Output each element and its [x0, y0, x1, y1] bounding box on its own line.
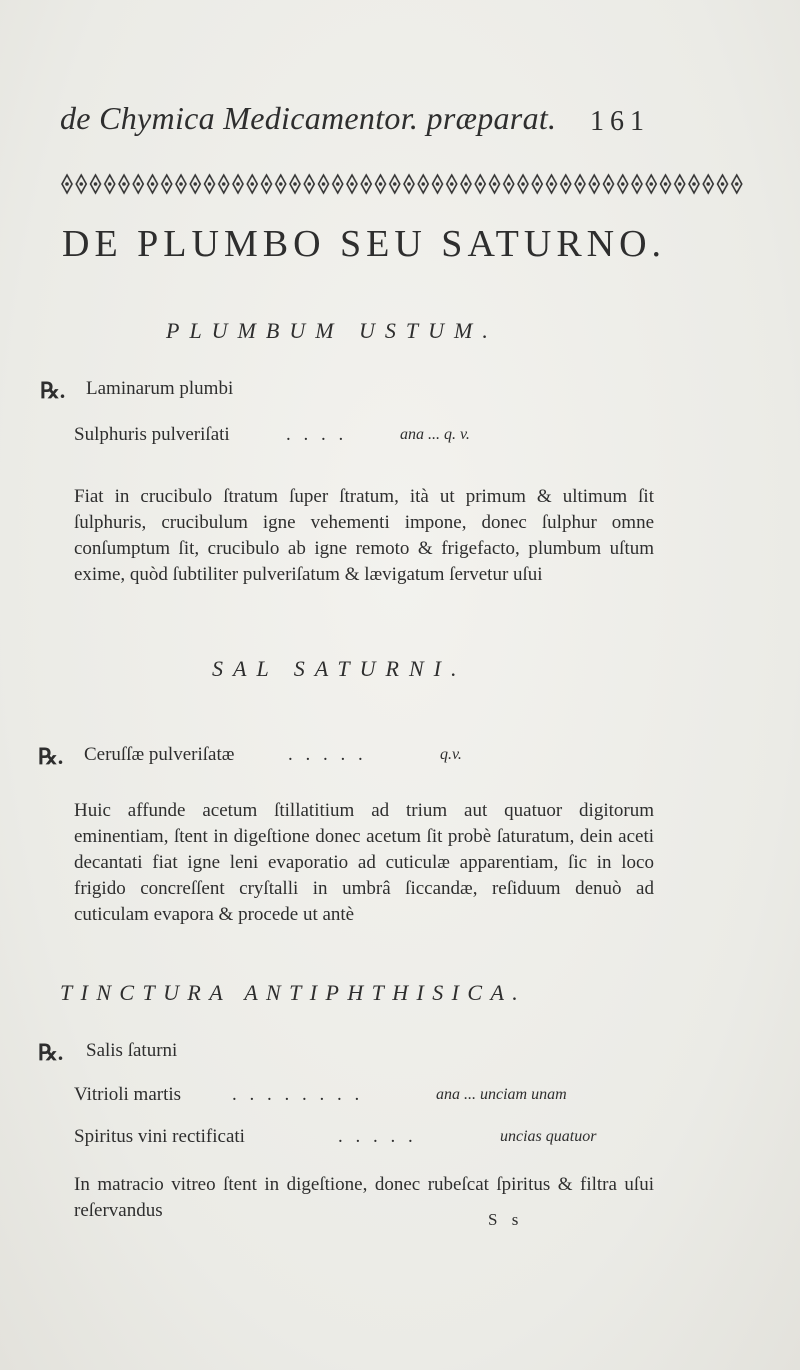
- ingredient-name: Laminarum plumbi: [86, 378, 234, 399]
- recipe-title: PLUMBUM USTUM.: [166, 318, 498, 343]
- ingredient-name: Vitrioli martis: [74, 1084, 182, 1105]
- dot-leader: . . . . .: [338, 1126, 417, 1147]
- ingredient-name: Ceruſſæ pulveriſatæ: [84, 744, 235, 765]
- recipe-symbol: ℞.: [38, 1040, 64, 1065]
- catchword: S s: [488, 1210, 524, 1229]
- recipe-title: SAL SATURNI.: [212, 656, 467, 681]
- ingredient-name: Salis ſaturni: [86, 1040, 178, 1061]
- dot-leader: . . . .: [286, 424, 348, 445]
- ingredient-name: Spiritus vini rectificati: [74, 1126, 245, 1147]
- recipe-symbol: ℞.: [38, 744, 64, 769]
- page-number: 161: [590, 106, 650, 137]
- ornament-rule: [60, 172, 744, 196]
- running-head-title: de Chymica Medicamentor. præparat.: [60, 100, 557, 136]
- ingredient-amount: uncias quatuor: [500, 1128, 597, 1145]
- recipe-text: In matracio vitreo ſtent in digeſtione, donec rubeſcat ſpiritus & filtra uſui reſervandus: [74, 1174, 654, 1221]
- recipe-title: TINCTURA ANTIPHTHISICA.: [60, 980, 527, 1005]
- ingredient-amount: q.v.: [440, 746, 462, 763]
- dot-leader: . . . . .: [288, 744, 367, 765]
- ingredient-amount: ana ... unciam unam: [436, 1086, 567, 1103]
- dot-leader: . . . . . . . .: [232, 1084, 364, 1105]
- section-title: DE PLUMBO SEU SATURNO.: [62, 223, 667, 265]
- ingredient-name: Sulphuris pulveriſati: [74, 424, 230, 445]
- recipe-text: Fiat in crucibulo ſtratum ſuper ſtratum, ità ut primum & ultimum ſit ſulphuris, crucibulum igne vehementi impone, donec ſulphur omne conſumptum ſit, crucibulo ab igne remoto & frigefacto, plumbum uſtum exime, quòd ſubtiliter pulveriſatum & lævigatum ſervetur uſui: [74, 486, 654, 585]
- recipe-text: Huic affunde acetum ſtillatitium ad trium aut quatuor digitorum eminentiam, ſtent in digeſtione donec acetum ſit probè ſaturatum, dein aceti decantati fiat igne leni evaporatio ad cuticulæ apparentiam, ſic in loco frigido concreſſent cryſtalli in umbrâ ſiccandæ, reſiduum denuò ad cuticulam evapora & procede ut antè: [74, 800, 654, 925]
- ingredient-amount: ana ... q. v.: [400, 426, 470, 443]
- recipe-symbol: ℞.: [40, 378, 66, 403]
